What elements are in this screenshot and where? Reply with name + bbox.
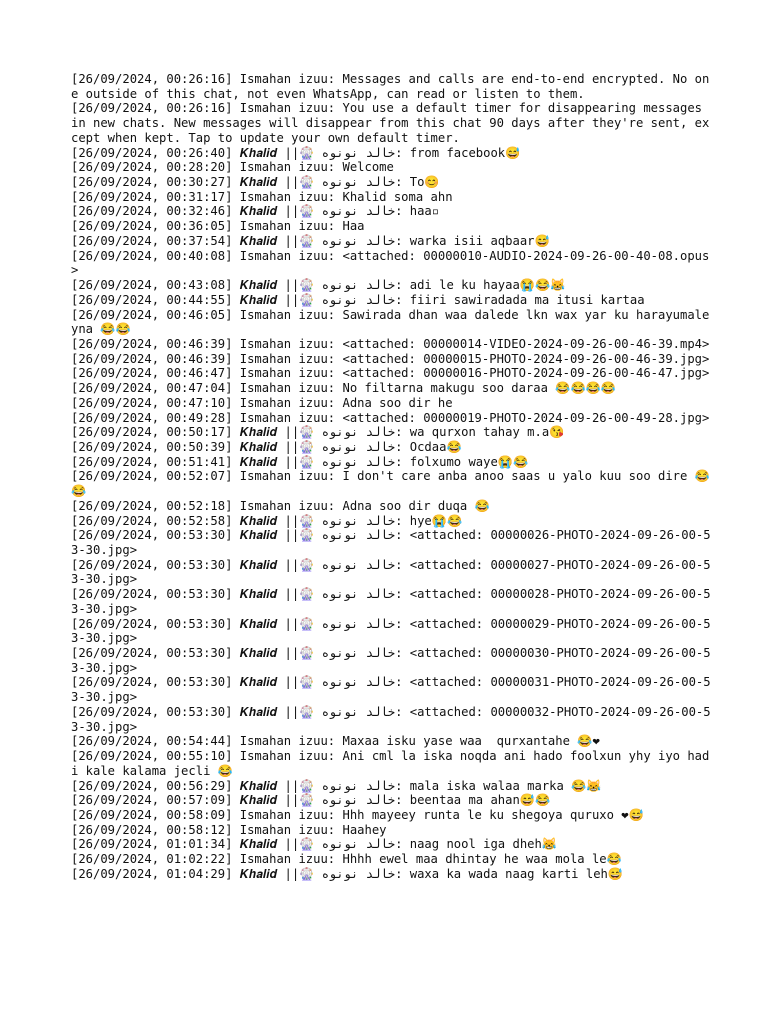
chat-line: [26/09/2024, 00:44:55] 𝑲𝒉𝒂𝒍𝒊𝒅 ||🎡 خالد نونوه: fiiri sawiradada ma itusi kartaa [71, 292, 645, 307]
chat-line: [26/09/2024, 00:58:09] Ismahan izuu: Hhh mayeey runta le ku shegoya quruxo ❤😅 [71, 807, 644, 822]
chat-line: [26/09/2024, 00:28:20] Ismahan izuu: Welcome [71, 160, 394, 175]
chat-line: [26/09/2024, 00:49:28] Ismahan izuu: <attached: 00000019-PHOTO-2024-09-26-00-49-28.jpg> [71, 410, 710, 425]
chat-line: [26/09/2024, 00:47:10] Ismahan izuu: Adna soo dir he [71, 395, 453, 410]
chat-line: [26/09/2024, 00:50:17] 𝑲𝒉𝒂𝒍𝒊𝒅 ||🎡 خالد نونوه: wa qurxon tahay m.a😘 [71, 425, 565, 440]
chat-line: [26/09/2024, 00:52:07] Ismahan izuu: I don't care anba anoo saas u yalo kuu soo dire 😂😂 [71, 469, 710, 499]
chat-line: [26/09/2024, 00:56:29] 𝑲𝒉𝒂𝒍𝒊𝒅 ||🎡 خالد نونوه: mala iska walaa marka 😂😹 [71, 778, 602, 793]
chat-line: [26/09/2024, 00:53:30] 𝑲𝒉𝒂𝒍𝒊𝒅 ||🎡 خالد نونوه: <attached: 00000026-PHOTO-2024-09-26-00-53-30.jpg> [71, 528, 711, 557]
chat-line: [26/09/2024, 00:53:30] 𝑲𝒉𝒂𝒍𝒊𝒅 ||🎡 خالد نونوه: <attached: 00000031-PHOTO-2024-09-26-00-53-30.jpg> [71, 675, 711, 705]
chat-line: [26/09/2024, 00:36:05] Ismahan izuu: Haa [71, 219, 365, 234]
chat-line: [26/09/2024, 00:46:39] Ismahan izuu: <attached: 00000014-VIDEO-2024-09-26-00-46-39.mp4> [71, 336, 710, 351]
chat-line: [26/09/2024, 00:53:30] 𝑲𝒉𝒂𝒍𝒊𝒅 ||🎡 خالد نونوه: <attached: 00000027-PHOTO-2024-09-26-00-53-30.jpg> [71, 557, 711, 587]
chat-line: [26/09/2024, 01:04:29] 𝑲𝒉𝒂𝒍𝒊𝒅 ||🎡 خالد نونوه: waxa ka wada naag karti leh😅 [71, 866, 624, 881]
chat-line: [26/09/2024, 00:46:47] Ismahan izuu: <attached: 00000016-PHOTO-2024-09-26-00-46-47.jpg> [71, 366, 710, 381]
chat-transcript [71, 72, 711, 882]
chat-line: [26/09/2024, 00:47:04] Ismahan izuu: No filtarna makugu soo daraa 😂😂😂😂 [71, 381, 616, 396]
chat-line: [26/09/2024, 00:26:40] 𝑲𝒉𝒂𝒍𝒊𝒅 ||🎡 خالد نونوه: from facebook😅 [71, 145, 521, 160]
chat-line: [26/09/2024, 00:50:39] 𝑲𝒉𝒂𝒍𝒊𝒅 ||🎡 خالد نونوه: Ocdaa😂 [71, 439, 462, 454]
chat-line: [26/09/2024, 00:57:09] 𝑲𝒉𝒂𝒍𝒊𝒅 ||🎡 خالد نونوه: beentaa ma ahan😅😂 [71, 793, 551, 808]
chat-line: [26/09/2024, 00:58:12] Ismahan izuu: Haahey [71, 822, 387, 837]
chat-line: [26/09/2024, 00:53:30] 𝑲𝒉𝒂𝒍𝒊𝒅 ||🎡 خالد نونوه: <attached: 00000028-PHOTO-2024-09-26-00-53-30.jpg> [71, 587, 711, 616]
chat-line: [26/09/2024, 01:02:22] Ismahan izuu: Hhhh ewel maa dhintay he waa mola le😂 [71, 852, 622, 867]
chat-line: [26/09/2024, 00:46:05] Ismahan izuu: Sawirada dhan waa dalede lkn wax yar ku harayumaleyna 😂😂 [71, 307, 710, 337]
chat-line: [26/09/2024, 00:51:41] 𝑲𝒉𝒂𝒍𝒊𝒅 ||🎡 خالد نونوه: folxumo waye😭😂 [71, 454, 529, 469]
chat-line: [26/09/2024, 00:46:39] Ismahan izuu: <attached: 00000015-PHOTO-2024-09-26-00-46-39.jpg> [71, 351, 710, 366]
chat-line: [26/09/2024, 00:43:08] 𝑲𝒉𝒂𝒍𝒊𝒅 ||🎡 خالد نونوه: adi le ku hayaa😭😂😹 [71, 278, 566, 293]
chat-line: [26/09/2024, 00:32:46] 𝑲𝒉𝒂𝒍𝒊𝒅 ||🎡 خالد نونوه: haa▫ [71, 204, 440, 219]
chat-line: [26/09/2024, 00:53:30] 𝑲𝒉𝒂𝒍𝒊𝒅 ||🎡 خالد نونوه: <attached: 00000030-PHOTO-2024-09-26-00-53-30.jpg> [71, 646, 711, 675]
chat-line: [26/09/2024, 00:55:10] Ismahan izuu: Ani cml la iska noqda ani hado foolxun yhy iyo hadi kale kalama jecli 😂 [71, 749, 710, 778]
chat-line: [26/09/2024, 00:52:18] Ismahan izuu: Adna soo dir duqa 😂 [71, 498, 490, 513]
chat-line: [26/09/2024, 00:53:30] 𝑲𝒉𝒂𝒍𝒊𝒅 ||🎡 خالد نونوه: <attached: 00000029-PHOTO-2024-09-26-00-53-30.jpg> [71, 616, 711, 646]
chat-line: [26/09/2024, 00:31:17] Ismahan izuu: Khalid soma ahn [71, 189, 453, 204]
chat-line: [26/09/2024, 00:26:16] Ismahan izuu: You use a default timer for disappearing messages in new chats. New messages will disappear from this chat 90 days after they're sent, except when kept. Tap to update your own default timer. [71, 101, 710, 145]
chat-line: [26/09/2024, 00:37:54] 𝑲𝒉𝒂𝒍𝒊𝒅 ||🎡 خالد نونوه: warka isii aqbaar😅 [71, 233, 550, 248]
chat-line: [26/09/2024, 01:01:34] 𝑲𝒉𝒂𝒍𝒊𝒅 ||🎡 خالد نونوه: naag nool iga dheh😹 [71, 837, 558, 852]
chat-line: [26/09/2024, 00:40:08] Ismahan izuu: <attached: 00000010-AUDIO-2024-09-26-00-40-08.opus> [71, 248, 710, 278]
chat-line: [26/09/2024, 00:53:30] 𝑲𝒉𝒂𝒍𝒊𝒅 ||🎡 خالد نونوه: <attached: 00000032-PHOTO-2024-09-26-00-53-30.jpg> [71, 704, 711, 734]
chat-line: [26/09/2024, 00:30:27] 𝑲𝒉𝒂𝒍𝒊𝒅 ||🎡 خالد نونوه: To😊 [71, 175, 440, 190]
chat-line: [26/09/2024, 00:54:44] Ismahan izuu: Maxaa isku yase waa qurxantahe 😂❤ [71, 734, 600, 749]
chat-line: [26/09/2024, 00:26:16] Ismahan izuu: Messages and calls are end-to-end encrypted. No one outside of this chat, not even WhatsApp, can read or listen to them. [71, 72, 710, 101]
chat-line: [26/09/2024, 00:52:58] 𝑲𝒉𝒂𝒍𝒊𝒅 ||🎡 خالد نونوه: hye😭😂 [71, 513, 463, 528]
